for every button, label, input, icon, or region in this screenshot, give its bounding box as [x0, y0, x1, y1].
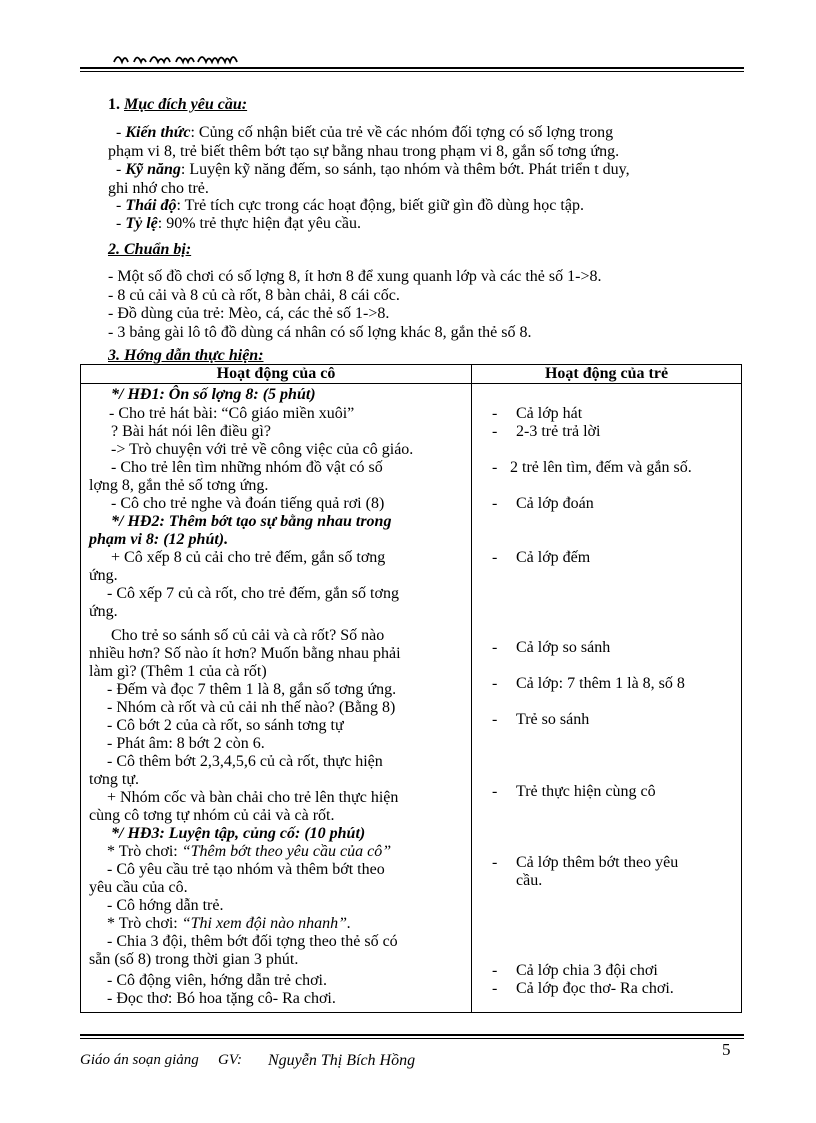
- footer-gv: GV:: [218, 1052, 243, 1068]
- activity-heading-3: */ HĐ3: Luyện tập, củng cố: (10 phút): [111, 825, 366, 842]
- teacher-line: ứng.: [89, 567, 118, 584]
- teacher-line: nhiều hơn? Số nào ít hơn? Muốn bằng nhau phải: [89, 645, 401, 662]
- teacher-line: - Cho trẻ lên tìm những nhóm đồ vật có số: [111, 459, 383, 476]
- teacher-line: - Cô hớng dẫn trẻ.: [107, 897, 224, 914]
- page-number: 5: [722, 1040, 731, 1059]
- teacher-line: tơng tự.: [89, 771, 140, 788]
- paragraph-attitude: - Thái độ: Trẻ tích cực trong các hoạt động, biết giữ gìn đồ dùng học tập.: [108, 197, 584, 214]
- col-children-header: Hoạt động của trẻ: [472, 365, 742, 384]
- paragraph-ratio: - Tỷ lệ: 90% trẻ thực hiện đạt yêu cầu.: [108, 215, 362, 232]
- col-teacher-header: Hoạt động của cô: [81, 365, 472, 384]
- teacher-line: - Chia 3 đội, thêm bớt đối tợng theo thẻ số có: [107, 933, 398, 950]
- header-title: [112, 50, 272, 66]
- teacher-line: ? Bài hát nói lên điều gì?: [111, 423, 271, 440]
- header-script-graphic: [112, 50, 272, 66]
- teacher-activities: [81, 384, 471, 1012]
- paragraph-knowledge: - Kiến thức: Củng cố nhận biết của trẻ về các nhóm đối tợng có số lợng trong phạm vi 8, trẻ biết thêm bớt tạo sự bằng nhau trong phạm vi 8, gắn số tơng ứng.: [108, 124, 620, 160]
- teacher-line: - Nhóm cà rốt và củ cải nh thế nào? (Bằng 8): [107, 699, 396, 716]
- teacher-line: - Cô động viên, hớng dẫn trẻ chơi.: [107, 972, 327, 989]
- teacher-line: - Đếm và đọc 7 thêm 1 là 8, gắn số tơng ứng.: [107, 681, 397, 698]
- teacher-line: lợng 8, gắn thẻ số tơng ứng.: [89, 477, 269, 494]
- teacher-line: - Cô xếp 7 củ cà rốt, cho trẻ đếm, gắn số tơng: [107, 585, 399, 602]
- section-1-heading: 1. Mục đích yêu cầu:: [108, 96, 248, 113]
- header-rule-thick: [80, 67, 744, 69]
- teacher-line: Cho trẻ so sánh số củ cải và cà rốt? Số nào: [111, 627, 385, 644]
- teacher-line: - Cô yêu cầu trẻ tạo nhóm và thêm bớt theo: [107, 861, 385, 878]
- prep-item: - 8 củ cải và 8 củ cà rốt, 8 bàn chải, 8 cái cốc.: [108, 286, 400, 304]
- teacher-line: - Cô bớt 2 của cà rốt, so sánh tơng tự: [107, 717, 344, 734]
- children-activities: - Cả lớp hát - 2-3 trẻ trả lời - 2 trẻ lên tìm, đếm và gắn số. - Cả lớp đoán - Cả lớp đếm - Cả lớp so sánh - Cả lớp: 7 thêm 1 là 8, số 8 - Trẻ so sánh - Trẻ thực hiện cùng cô - Cả lớp thêm bớt theo yêu cầu. - Cả lớp chia 3 đội chơi - Cả lớp đọc thơ- Ra chơi.: [492, 405, 692, 997]
- teacher-line: - Cô cho trẻ nghe và đoán tiếng quả rơi (8): [111, 495, 385, 512]
- footer-rule-thin: [80, 1038, 744, 1039]
- teacher-line: sẵn (số 8) trong thời gian 3 phút.: [89, 951, 299, 968]
- teacher-line: - Cho trẻ hát bài: “Cô giáo miền xuôi”: [109, 405, 355, 422]
- game-line-2: * Trò chơi: “Thi xem đội nào nhanh”.: [107, 915, 352, 932]
- header-rule-thin: [80, 71, 744, 72]
- section-2-heading: 2. Chuẩn bị:: [108, 241, 192, 258]
- teacher-line: - Phát âm: 8 bớt 2 còn 6.: [107, 735, 265, 752]
- footer-rule-thick: [80, 1034, 744, 1036]
- activity-heading-2-cont: phạm vi 8: (12 phút).: [89, 531, 229, 548]
- game-line-1: * Trò chơi: “Thêm bớt theo yêu cầu của cô”: [107, 843, 392, 860]
- teacher-line: - Cô thêm bớt 2,3,4,5,6 củ cà rốt, thực hiện: [107, 753, 383, 770]
- paragraph-skills: - Kỹ năng: Luyện kỹ năng đếm, so sánh, tạo nhóm và thêm bớt. Phát triển t duy, ghi nhớ cho trẻ.: [108, 161, 630, 197]
- footer-name: Nguyễn Thị Bích Hồng: [268, 1052, 416, 1069]
- section-3-heading: 3. Hớng dẫn thực hiện:: [108, 347, 264, 364]
- prep-item: - Một số đồ chơi có số lợng 8, ít hơn 8 để xung quanh lớp và các thẻ số 1->8.: [108, 268, 602, 285]
- teacher-line: ứng.: [89, 603, 118, 620]
- prep-item: - Đồ dùng của trẻ: Mèo, cá, các thẻ số 1->8.: [108, 305, 390, 323]
- prep-list: [108, 268, 736, 343]
- activity-heading-1: */ HĐ1: Ôn số lợng 8: (5 phút): [111, 386, 316, 403]
- teacher-line: yêu cầu của cô.: [89, 879, 188, 896]
- teacher-line: làm gì? (Thêm 1 của cà rốt): [89, 663, 267, 680]
- teacher-line: -> Trò chuyện với trẻ về công việc của cô giáo.: [111, 441, 414, 458]
- teacher-line: cùng cô tơng tự nhóm củ cải và cà rốt.: [89, 807, 335, 824]
- footer-left: Giáo án soạn giảng: [80, 1052, 199, 1068]
- teacher-line: - Đọc thơ: Bó hoa tặng cô- Ra chơi.: [107, 990, 336, 1007]
- teacher-line: + Nhóm cốc và bàn chải cho trẻ lên thực hiện: [107, 789, 399, 806]
- activity-table: [80, 364, 742, 1013]
- prep-item: - 3 bảng gài lô tô đồ dùng cá nhân có số lợng khác 8, gắn thẻ số 8.: [108, 324, 532, 342]
- activity-heading-2: */ HĐ2: Thêm bớt tạo sự bằng nhau trong: [111, 513, 392, 530]
- teacher-line: + Cô xếp 8 củ cải cho trẻ đếm, gắn số tơng: [111, 549, 386, 566]
